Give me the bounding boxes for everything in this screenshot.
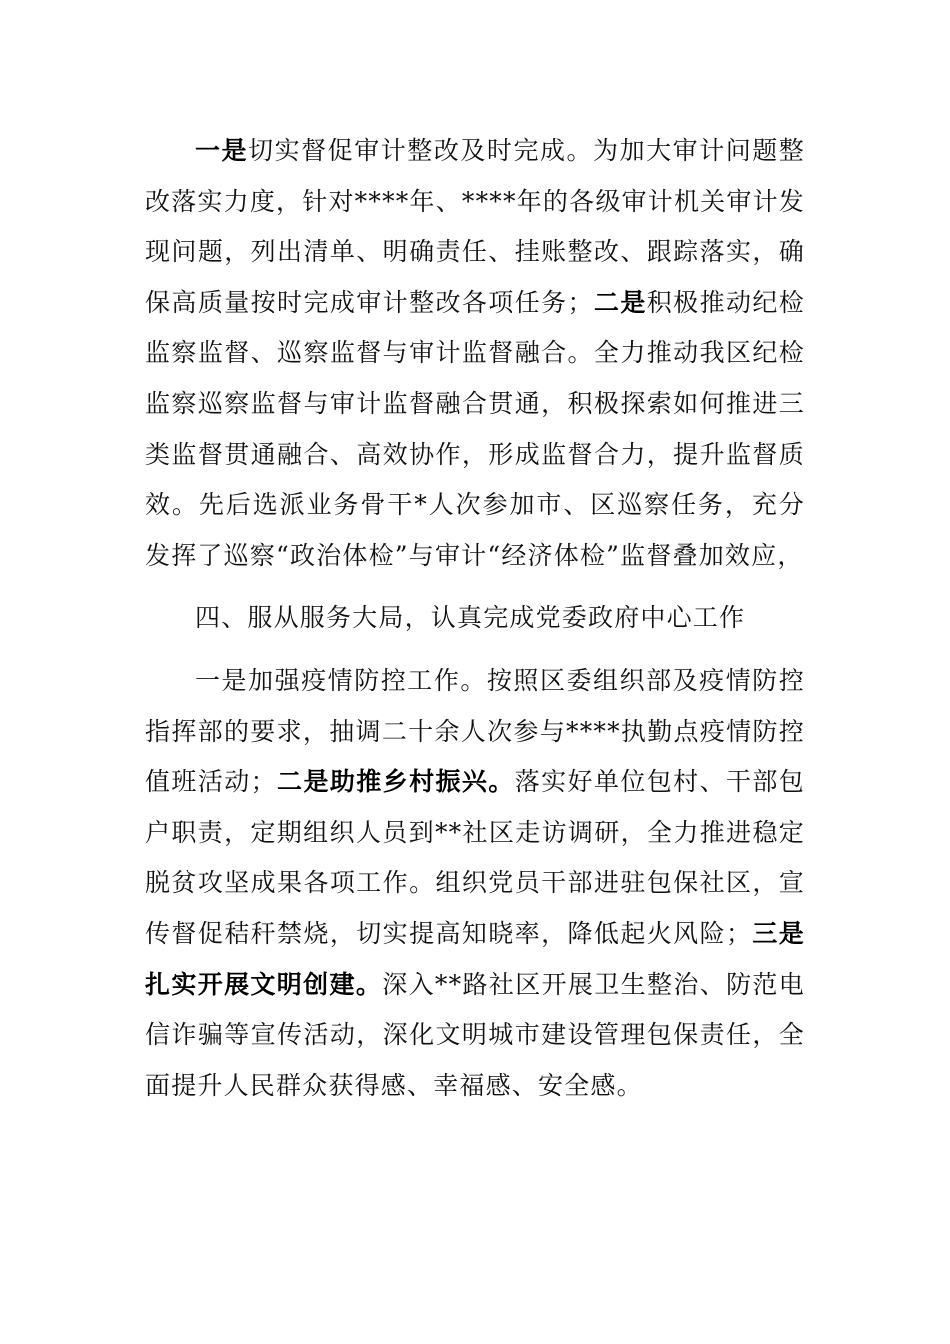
- text-civilization-building: 深入**路社区开展卫生整治、防范电信诈骗等宣传活动，深化文明城市建设管理包保责任，全面提升人民群众获得感、幸福感、安全感。: [145, 969, 805, 1100]
- document-body: [145, 126, 805, 1111]
- bold-rural-revitalization: 二是助推乡村振兴。: [276, 767, 515, 797]
- paragraph-audit-rectification: [145, 126, 805, 581]
- lead-first: 一是: [195, 136, 249, 165]
- section-heading-four: 四、服从服务大局，认真完成党委政府中心工作: [195, 603, 746, 633]
- text-audit-rectification: 切实督促审计整改及时完成。为加大审计问题整改落实力度，针对****年、****年的各级审计机关审计发现问题，列出清单、明确责任、挂账整改、跟踪落实，确保高质量按时完成审计整改各项任务；: [145, 136, 805, 317]
- text-rural-revitalization: 落实好单位包村、干部包户职责，定期组织人员到**社区走访调研，全力推进稳定脱贫攻坚成果各项工作。组织党员干部进驻包保社区，宣传督促秸秆禁烧，切实提高知晓率，降低起火风险；: [145, 767, 805, 948]
- bold-civilization-building: 三是扎实开展文明创建。: [145, 918, 805, 999]
- lead-second: 二是: [593, 287, 647, 317]
- text-supervision-integration: 积极推动纪检监察监督、巡察监督与审计监督融合。全力推动我区纪检监察巡察监督与审计监督融合贯通，积极探索如何推进三类监督贯通融合、高效协作，形成监督合力，提升监督质效。先后选派业务骨干*人次参加市、区巡察任务，充分发挥了巡察“政治体检”与审计“经济体检”监督叠加效应，: [145, 287, 806, 570]
- text-epidemic-control: 一是加强疫情防控工作。按照区委组织部及疫情防控指挥部的要求，抽调二十余人次参与****执勤点疫情防控值班活动；: [145, 665, 805, 797]
- paragraph-central-work: [145, 656, 805, 1111]
